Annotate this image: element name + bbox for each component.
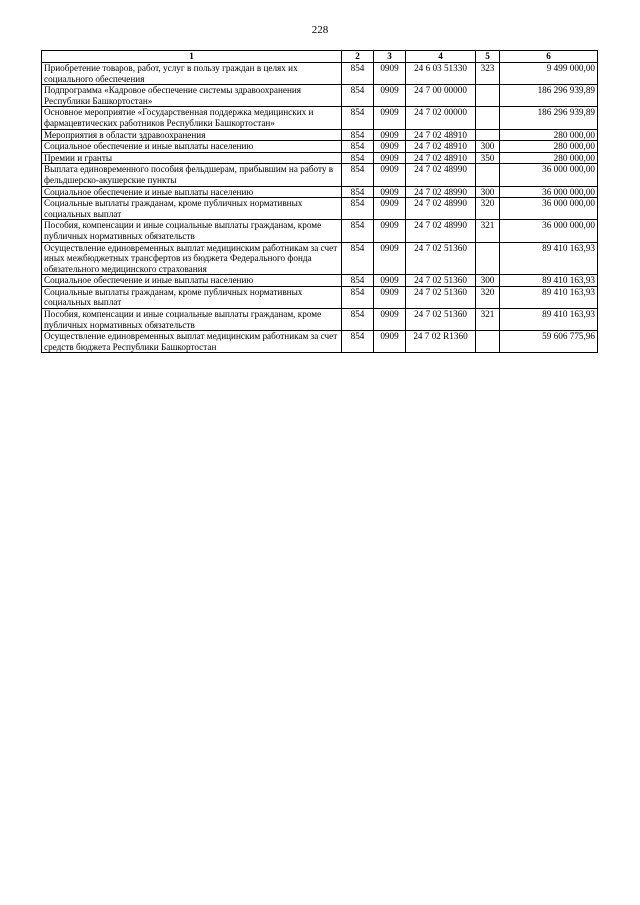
ministry-code-cell: 854 — [342, 275, 374, 287]
table-header — [42, 51, 598, 63]
section-code-cell: 0909 — [374, 186, 406, 198]
section-code-cell: 0909 — [374, 85, 406, 107]
expense-type-cell: 300 — [476, 186, 500, 198]
expense-type-cell: 320 — [476, 198, 500, 220]
ministry-code-cell: 854 — [342, 63, 374, 85]
row-name-cell: Социальное обеспечение и иные выплаты населению — [42, 275, 342, 287]
table-row — [42, 85, 598, 107]
row-name-cell: Премии и гранты — [42, 152, 342, 164]
amount-cell: 89 410 163,93 — [500, 309, 598, 331]
expense-type-cell — [476, 164, 500, 186]
target-article-cell: 24 7 02 48910 — [406, 129, 476, 141]
table-row — [42, 198, 598, 220]
expense-type-cell — [476, 129, 500, 141]
table-row — [42, 331, 598, 353]
amount-cell: 9 499 000,00 — [500, 63, 598, 85]
amount-cell: 36 000 000,00 — [500, 186, 598, 198]
table-row — [42, 164, 598, 186]
target-article-cell: 24 7 02 48990 — [406, 198, 476, 220]
amount-cell: 89 410 163,93 — [500, 286, 598, 308]
amount-cell: 280 000,00 — [500, 152, 598, 164]
section-code-cell: 0909 — [374, 220, 406, 242]
expense-type-cell — [476, 331, 500, 353]
section-code-cell: 0909 — [374, 152, 406, 164]
table-row — [42, 129, 598, 141]
row-name-cell: Подпрограмма «Кадровое обеспечение системы здравоохранения Республики Башкортостан» — [42, 85, 342, 107]
section-code-cell: 0909 — [374, 275, 406, 287]
expense-type-cell — [476, 242, 500, 275]
ministry-code-cell: 854 — [342, 186, 374, 198]
target-article-cell: 24 7 02 48910 — [406, 152, 476, 164]
section-code-cell: 0909 — [374, 63, 406, 85]
expense-type-cell: 323 — [476, 63, 500, 85]
table-body — [42, 63, 598, 353]
ministry-code-cell: 854 — [342, 164, 374, 186]
expense-type-cell: 321 — [476, 309, 500, 331]
table-row — [42, 141, 598, 153]
target-article-cell: 24 7 02 48910 — [406, 141, 476, 153]
target-article-cell: 24 7 02 51360 — [406, 242, 476, 275]
target-article-cell: 24 7 00 00000 — [406, 85, 476, 107]
section-code-cell: 0909 — [374, 129, 406, 141]
header-col-1: 1 — [42, 51, 342, 63]
section-code-cell: 0909 — [374, 141, 406, 153]
header-col-4: 4 — [406, 51, 476, 63]
table-row — [42, 220, 598, 242]
amount-cell: 89 410 163,93 — [500, 242, 598, 275]
row-name-cell: Основное мероприятие «Государственная поддержка медицинских и фармацевтических работников Республики Башкортостан» — [42, 107, 342, 129]
row-name-cell: Пособия, компенсации и иные социальные выплаты гражданам, кроме публичных нормативных обязательств — [42, 220, 342, 242]
row-name-cell: Социальные выплаты гражданам, кроме публичных нормативных социальных выплат — [42, 286, 342, 308]
section-code-cell: 0909 — [374, 164, 406, 186]
expense-type-cell: 350 — [476, 152, 500, 164]
table-row — [42, 152, 598, 164]
ministry-code-cell: 854 — [342, 220, 374, 242]
table-row — [42, 186, 598, 198]
section-code-cell: 0909 — [374, 286, 406, 308]
expense-type-cell: 320 — [476, 286, 500, 308]
amount-cell: 186 296 939,89 — [500, 85, 598, 107]
row-name-cell: Пособия, компенсации и иные социальные выплаты гражданам, кроме публичных нормативных обязательств — [42, 309, 342, 331]
expense-type-cell — [476, 85, 500, 107]
section-code-cell: 0909 — [374, 198, 406, 220]
amount-cell: 36 000 000,00 — [500, 220, 598, 242]
row-name-cell: Социальное обеспечение и иные выплаты населению — [42, 141, 342, 153]
ministry-code-cell: 854 — [342, 85, 374, 107]
amount-cell: 59 606 775,96 — [500, 331, 598, 353]
ministry-code-cell: 854 — [342, 107, 374, 129]
budget-table — [41, 50, 598, 353]
ministry-code-cell: 854 — [342, 152, 374, 164]
target-article-cell: 24 7 02 51360 — [406, 286, 476, 308]
row-name-cell: Выплата единовременного пособия фельдшерам, прибывшим на работу в фельдшерско-акушерские пункты — [42, 164, 342, 186]
section-code-cell: 0909 — [374, 309, 406, 331]
table-row — [42, 286, 598, 308]
row-name-cell: Мероприятия в области здравоохранения — [42, 129, 342, 141]
target-article-cell: 24 7 02 R1360 — [406, 331, 476, 353]
section-code-cell: 0909 — [374, 242, 406, 275]
amount-cell: 280 000,00 — [500, 129, 598, 141]
expense-type-cell: 300 — [476, 275, 500, 287]
target-article-cell: 24 7 02 48990 — [406, 164, 476, 186]
header-row — [42, 51, 598, 63]
target-article-cell: 24 7 02 51360 — [406, 309, 476, 331]
table-row — [42, 275, 598, 287]
ministry-code-cell: 854 — [342, 242, 374, 275]
header-col-5: 5 — [476, 51, 500, 63]
row-name-cell: Осуществление единовременных выплат медицинским работникам за счет иных межбюджетных трансфертов из бюджета Федерального фонда обязательного медицинского страхования — [42, 242, 342, 275]
row-name-cell: Социальное обеспечение и иные выплаты населению — [42, 186, 342, 198]
target-article-cell: 24 7 02 00000 — [406, 107, 476, 129]
row-name-cell: Приобретение товаров, работ, услуг в пользу граждан в целях их социального обеспечения — [42, 63, 342, 85]
target-article-cell: 24 7 02 51360 — [406, 275, 476, 287]
amount-cell: 36 000 000,00 — [500, 164, 598, 186]
table-row — [42, 242, 598, 275]
ministry-code-cell: 854 — [342, 286, 374, 308]
table-row — [42, 107, 598, 129]
amount-cell: 36 000 000,00 — [500, 198, 598, 220]
target-article-cell: 24 6 03 51330 — [406, 63, 476, 85]
header-col-2: 2 — [342, 51, 374, 63]
target-article-cell: 24 7 02 48990 — [406, 186, 476, 198]
ministry-code-cell: 854 — [342, 309, 374, 331]
amount-cell: 89 410 163,93 — [500, 275, 598, 287]
row-name-cell: Осуществление единовременных выплат медицинским работникам за счет средств бюджета Республики Башкортостан — [42, 331, 342, 353]
expense-type-cell: 300 — [476, 141, 500, 153]
target-article-cell: 24 7 02 48990 — [406, 220, 476, 242]
ministry-code-cell: 854 — [342, 331, 374, 353]
section-code-cell: 0909 — [374, 331, 406, 353]
expense-type-cell — [476, 107, 500, 129]
ministry-code-cell: 854 — [342, 198, 374, 220]
amount-cell: 280 000,00 — [500, 141, 598, 153]
table-row — [42, 309, 598, 331]
page-number: 228 — [311, 24, 329, 36]
row-name-cell: Социальные выплаты гражданам, кроме публичных нормативных социальных выплат — [42, 198, 342, 220]
table-row — [42, 63, 598, 85]
ministry-code-cell: 854 — [342, 129, 374, 141]
expense-type-cell: 321 — [476, 220, 500, 242]
section-code-cell: 0909 — [374, 107, 406, 129]
ministry-code-cell: 854 — [342, 141, 374, 153]
header-col-6: 6 — [500, 51, 598, 63]
header-col-3: 3 — [374, 51, 406, 63]
amount-cell: 186 296 939,89 — [500, 107, 598, 129]
